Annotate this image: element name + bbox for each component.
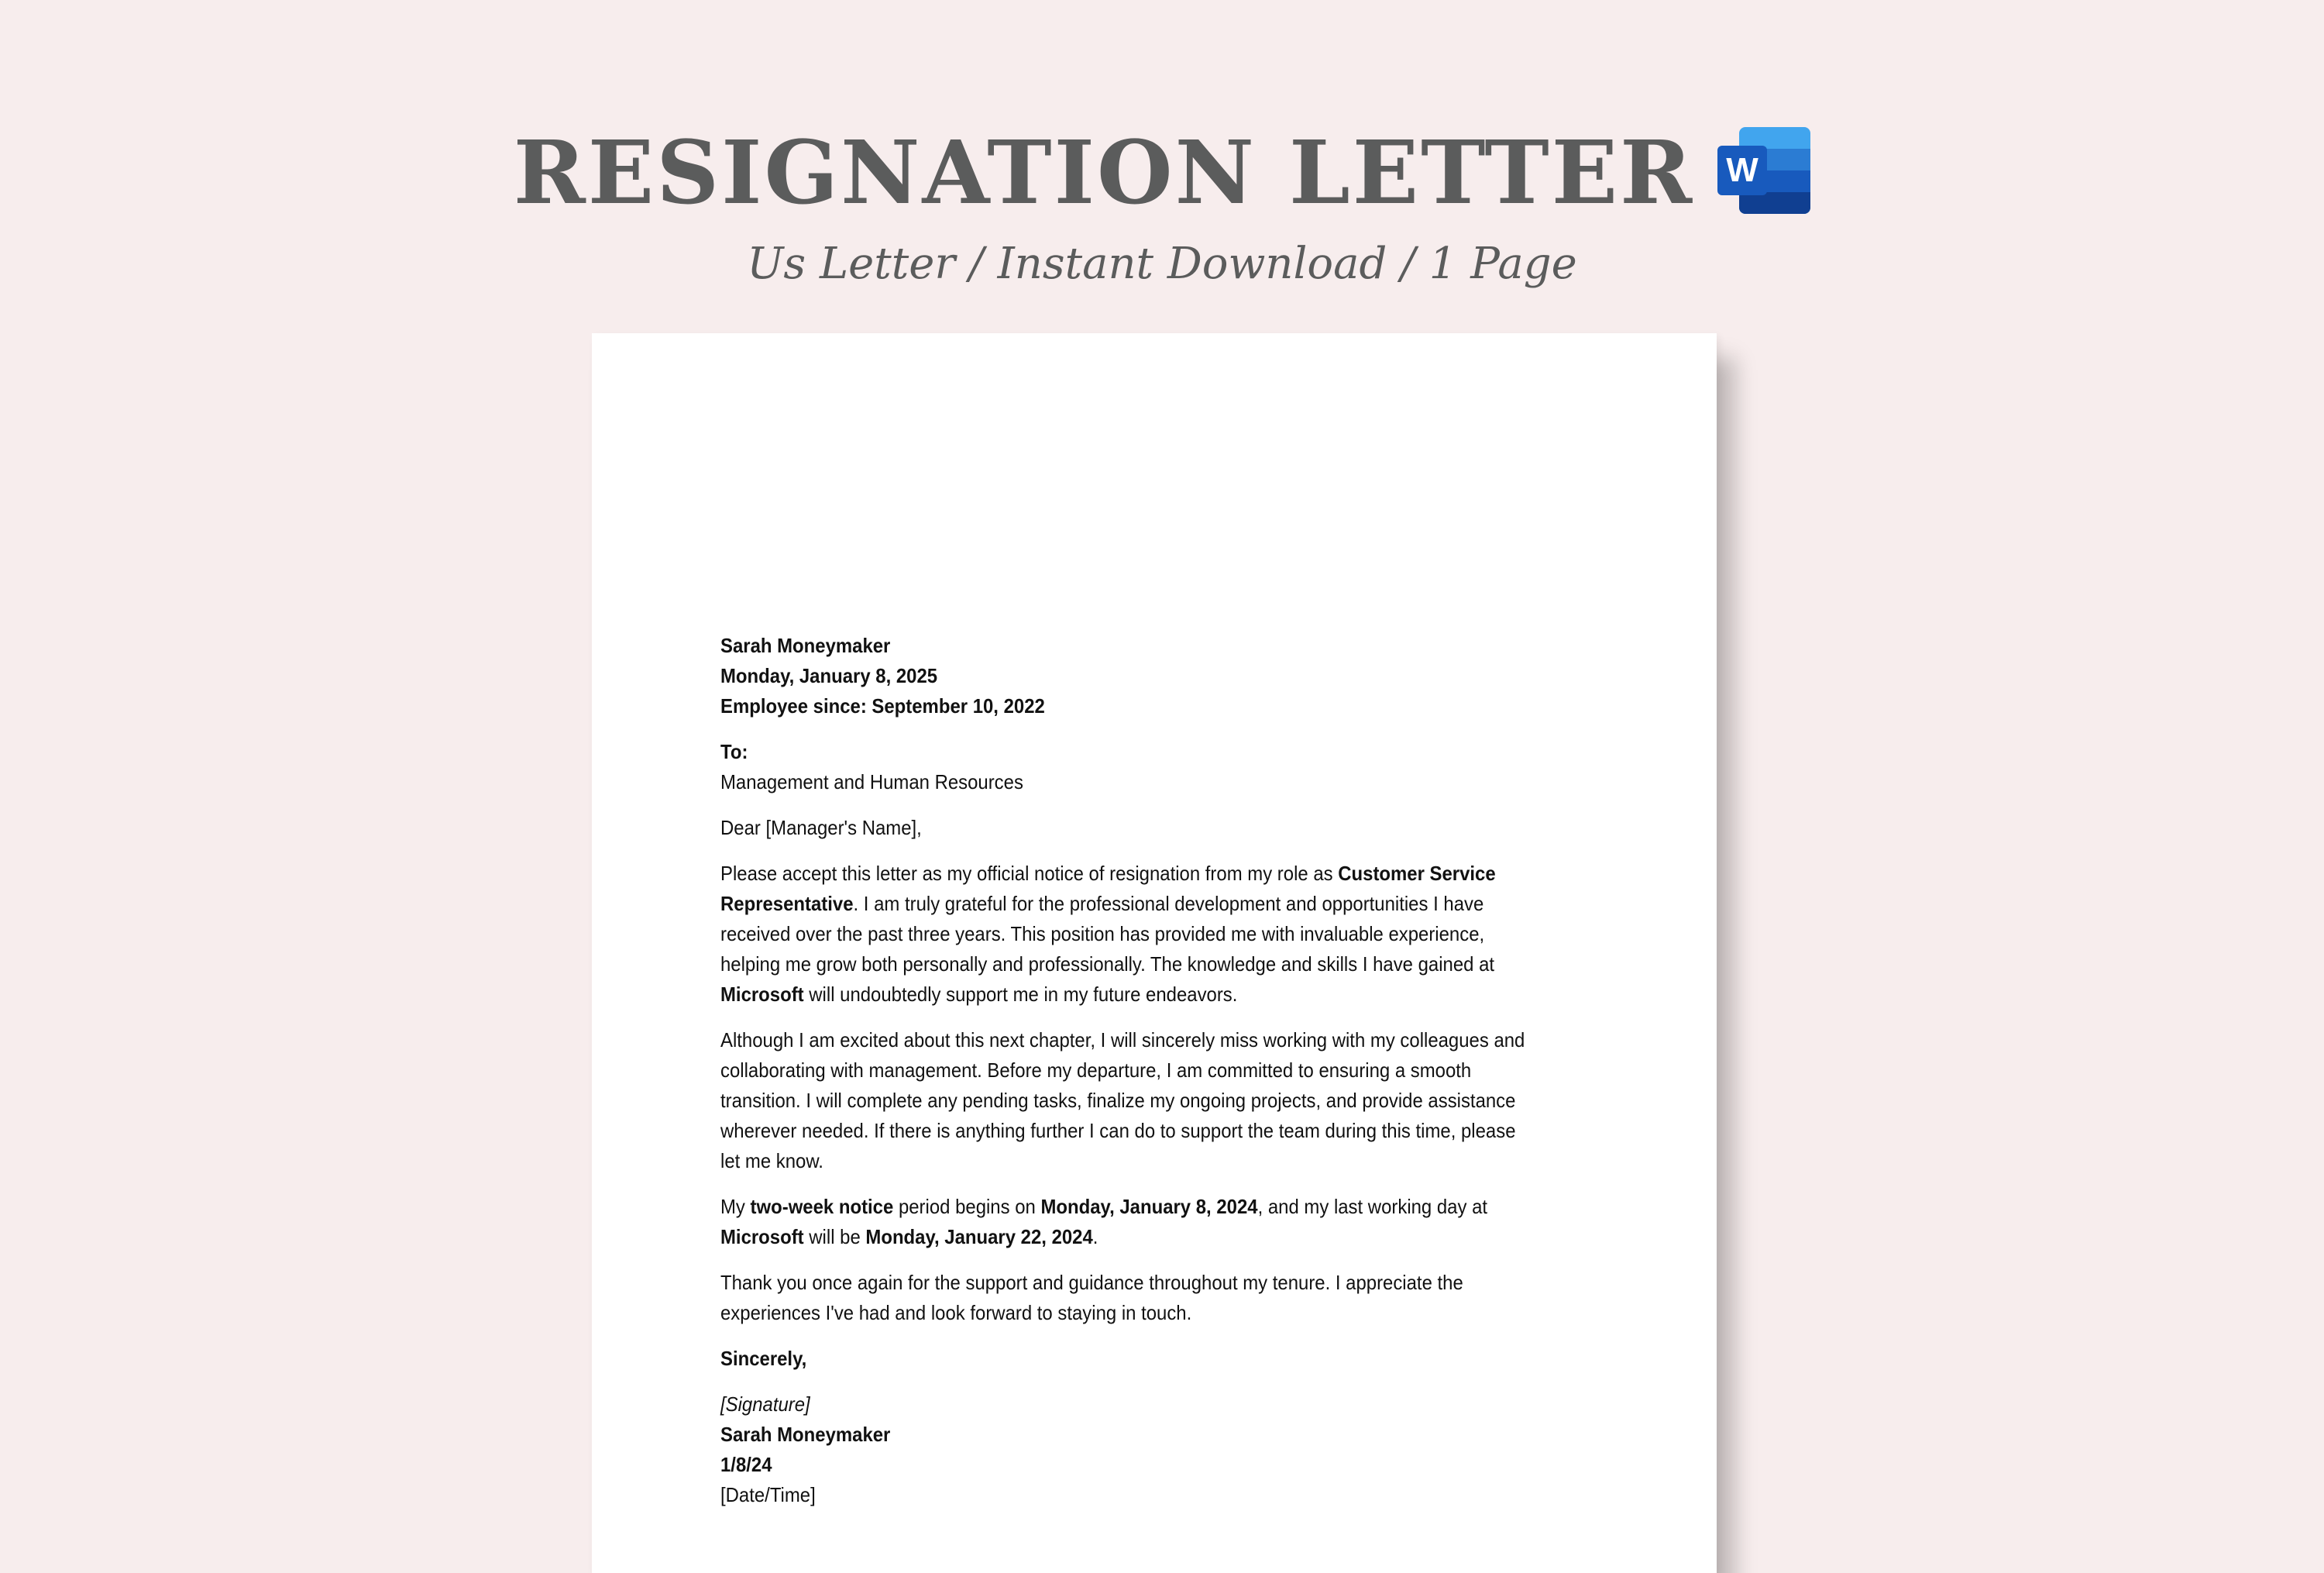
word-icon-letter: W — [1726, 151, 1758, 189]
page-title: RESIGNATION LETTER — [513, 122, 1695, 224]
sender-name: Sarah Moneymaker — [720, 634, 891, 657]
header — [0, 0, 2324, 325]
signature-placeholder: [Signature] — [720, 1392, 810, 1416]
employee-since: Employee since: September 10, 2022 — [720, 694, 1045, 718]
paragraph-2: Although I am excited about this next chapter, I will sincerely miss working with my colleagues and collaborating with management. Before my departure, I am committed to ensuring a smooth transition. I will complete any pending tasks, finalize my ongoing projects, and provide assistance wherever needed. If there is anything further I can do to support the team during this time, please let me know. — [720, 1028, 1525, 1172]
signature-block — [720, 1389, 1526, 1510]
date-time-placeholder: [Date/Time] — [720, 1483, 816, 1506]
letter-page — [592, 333, 1717, 1573]
signer-name: Sarah Moneymaker — [720, 1423, 891, 1446]
recipient-block — [720, 737, 1526, 797]
company-name: Microsoft — [720, 983, 804, 1006]
signed-date: 1/8/24 — [720, 1453, 772, 1476]
paragraph-3: My two-week notice period begins on Monday, January 8, 2024, and my last working day at Microsoft will be Monday, January 22, 2024. — [720, 1195, 1488, 1248]
last-working-day: Monday, January 22, 2024 — [865, 1225, 1093, 1248]
letter-body — [720, 631, 1526, 1510]
closing: Sincerely, — [720, 1347, 807, 1370]
page-subtitle: Us Letter / Instant Download / 1 Page — [747, 239, 1577, 289]
sender-block — [720, 631, 1526, 721]
paragraph-4: Thank you once again for the support and guidance throughout my tenure. I appreciate the experiences I've had and look forward to staying in touch. — [720, 1271, 1463, 1324]
notice-period: two-week notice — [750, 1195, 894, 1218]
notice-start-date: Monday, January 8, 2024 — [1040, 1195, 1258, 1218]
letter-date: Monday, January 8, 2025 — [720, 664, 938, 687]
salutation: Dear [Manager's Name], — [720, 816, 922, 839]
paragraph-1: Please accept this letter as my official notice of resignation from my role as Customer Service Representative. I am truly grateful for the professional development and opportunities I have received over the past three years. This position has provided me with invaluable experience, helping me grow both personally and professionally. The knowledge and skills I have gained at Microsoft will undoubtedly support me in my future endeavors. — [720, 862, 1496, 1006]
title-row — [0, 122, 2324, 224]
recipient: Management and Human Resources — [720, 770, 1023, 793]
company-name: Microsoft — [720, 1225, 804, 1248]
to-label: To: — [720, 740, 748, 763]
role-name: Customer Service Representative — [720, 862, 1496, 915]
word-icon — [1717, 127, 1810, 214]
